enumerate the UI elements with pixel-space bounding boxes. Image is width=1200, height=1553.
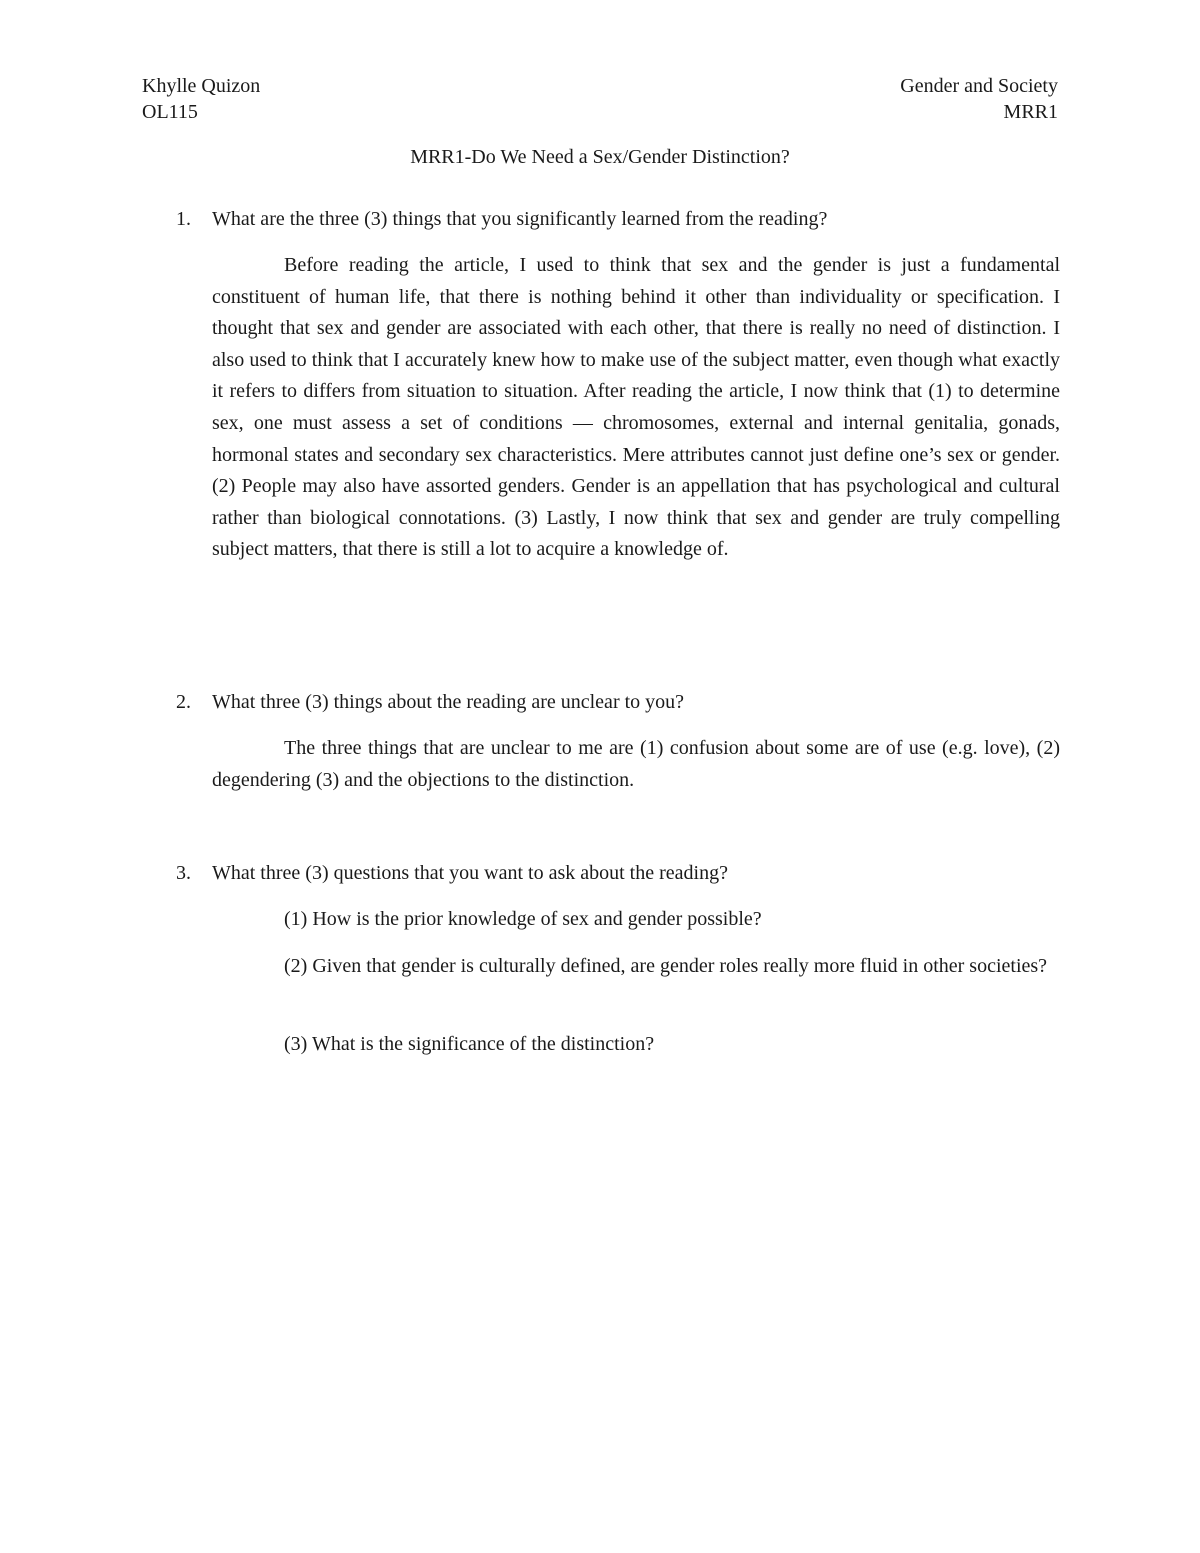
header-right bbox=[900, 74, 1058, 126]
question-item-3: (3) What is the significance of the distinction? bbox=[284, 1033, 655, 1055]
assignment-code: MRR1 bbox=[1003, 101, 1058, 123]
question-number: 1. bbox=[176, 208, 191, 230]
answer-1: Before reading the article, I used to think that sex and the gender is just a fundamental constituent of human life, that there is nothing behind it other than individuality or specification. I thought that sex and gender are associated with each other, that there is really no need of distinction. I also used to think that I accurately knew how to make use of the subject matter, even though what exactly it refers to differs from situation to situation. After reading the article, I now think that (1) to determine sex, one must assess a set of conditions — chromosomes, external and internal genitalia, gonads, hormonal states and secondary sex characteristics. Mere attributes cannot just define one’s sex or gender. (2) People may also have assorted genders. Gender is an appellation that has psychological and cultural rather than biological connotations. (3) Lastly, I now think that sex and gender are truly compelling subject matters, that there is still a lot to acquire a knowledge of. bbox=[212, 254, 1060, 561]
course-title: Gender and Society bbox=[900, 75, 1058, 97]
header-left bbox=[142, 74, 260, 126]
question-text: What three (3) questions that you want to ask about the reading? bbox=[212, 862, 728, 884]
student-name: Khylle Quizon bbox=[142, 75, 261, 97]
question-number: 2. bbox=[176, 691, 191, 713]
question-text: What are the three (3) things that you significantly learned from the reading? bbox=[212, 208, 828, 230]
answer-2: The three things that are unclear to me are (1) confusion about some are of use (e.g. love), (2) degendering (3) and the objections to the distinction. bbox=[212, 737, 1060, 791]
question-text: What three (3) things about the reading are unclear to you? bbox=[212, 691, 685, 713]
question-item-2: (2) Given that gender is culturally defined, are gender roles really more fluid in other societies? bbox=[284, 955, 1048, 977]
question-item-1: (1) How is the prior knowledge of sex and gender possible? bbox=[284, 908, 762, 930]
question-number: 3. bbox=[176, 862, 191, 884]
section-code: OL115 bbox=[142, 101, 198, 123]
document-title: MRR1-Do We Need a Sex/Gender Distinction? bbox=[410, 146, 790, 168]
